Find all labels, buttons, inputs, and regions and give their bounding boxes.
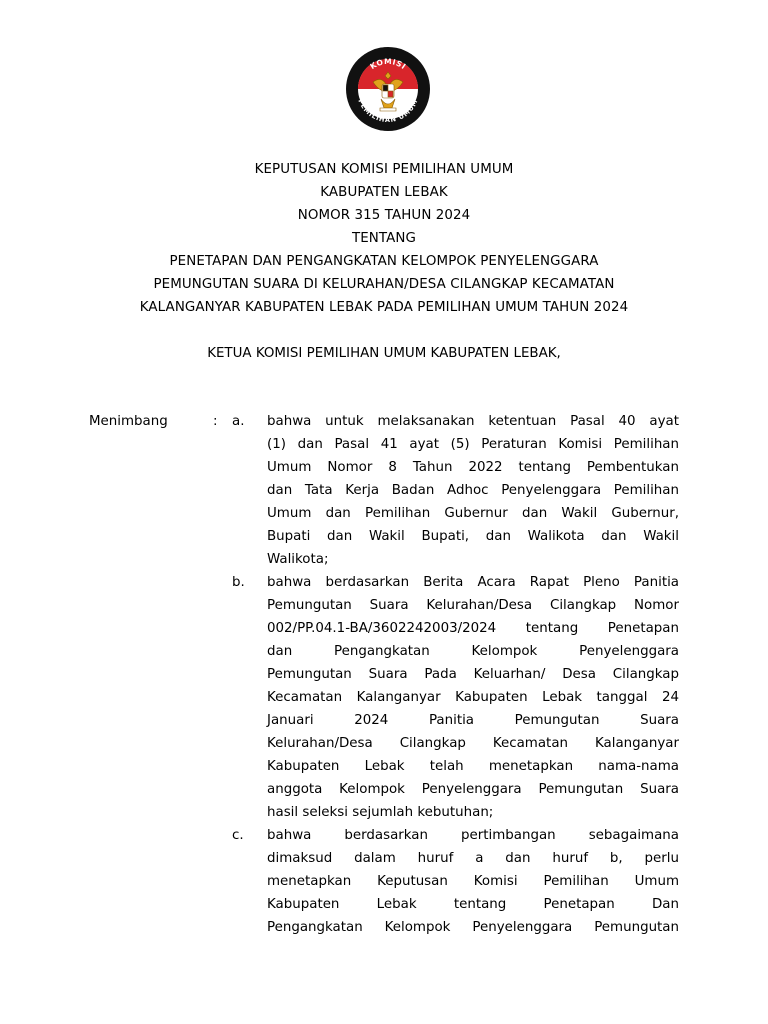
paragraph-line: Pemungutan Suara Kelurahan/Desa Cilangkap Nomor <box>267 598 679 613</box>
title-line-3: KALANGANYAR KABUPATEN LEBAK PADA PEMILIHAN UMUM TAHUN 2024 <box>139 300 629 315</box>
paragraph-line: Umum dan Pemilihan Gubernur dan Wakil Gubernur, <box>267 506 679 521</box>
item-a-marker: a. <box>232 414 245 429</box>
item-c-marker: c. <box>232 828 244 843</box>
logo-bottom-text: PEMILIHAN UMUM <box>356 97 420 125</box>
item-a-paragraph <box>267 410 679 571</box>
heading-line-2: KABUPATEN LEBAK <box>320 185 448 200</box>
paragraph-line: Walikota; <box>267 552 329 567</box>
paragraph-line: bahwa berdasarkan Berita Acara Rapat Pleno Panitia <box>267 575 679 590</box>
paragraph-line: Kabupaten Lebak telah menetapkan nama-nama <box>267 759 679 774</box>
document-title <box>0 250 768 319</box>
title-line-1: PENETAPAN DAN PENGANGKATAN KELOMPOK PENYELENGGARA <box>169 254 599 269</box>
paragraph-line: dan Pengangkatan Kelompok Penyelenggara <box>267 644 679 659</box>
item-c-paragraph <box>267 824 679 939</box>
menimbang-label: Menimbang <box>89 414 168 429</box>
paragraph-line: dan Tata Kerja Badan Adhoc Penyelenggara Pemilihan <box>267 483 679 498</box>
item-b-marker: b. <box>232 575 245 590</box>
paragraph-line: Kabupaten Lebak tentang Penetapan Dan <box>267 897 679 912</box>
paragraph-line: hasil seleksi sejumlah kebutuhan; <box>267 805 494 820</box>
title-line-2: PEMUNGUTAN SUARA DI KELURAHAN/DESA CILANGKAP KECAMATAN <box>153 277 615 292</box>
paragraph-line: Bupati dan Wakil Bupati, dan Walikota dan Wakil <box>267 529 679 544</box>
paragraph-line: menetapkan Keputusan Komisi Pemilihan Umum <box>267 874 679 889</box>
paragraph-line: bahwa berdasarkan pertimbangan sebagaimana <box>267 828 679 843</box>
ketua-line: KETUA KOMISI PEMILIHAN UMUM KABUPATEN LEBAK, <box>207 346 561 361</box>
document-heading <box>0 158 768 250</box>
paragraph-line: anggota Kelompok Penyelenggara Pemungutan Suara <box>267 782 679 797</box>
logo-top-text: KOMISI <box>368 56 408 72</box>
paragraph-line: Umum Nomor 8 Tahun 2022 tentang Pembentukan <box>267 460 679 475</box>
kpu-logo <box>345 46 431 132</box>
paragraph-line: Januari 2024 Panitia Pemungutan Suara <box>267 713 679 728</box>
paragraph-line: Kelurahan/Desa Cilangkap Kecamatan Kalanganyar <box>267 736 679 751</box>
paragraph-line: dimaksud dalam huruf a dan huruf b, perlu <box>267 851 679 866</box>
paragraph-line: Kecamatan Kalanganyar Kabupaten Lebak tanggal 24 <box>267 690 679 705</box>
heading-line-4: TENTANG <box>351 231 417 246</box>
paragraph-line: Pemungutan Suara Pada Keluarhan/ Desa Cilangkap <box>267 667 679 682</box>
heading-line-1: KEPUTUSAN KOMISI PEMILIHAN UMUM <box>254 162 514 177</box>
heading-line-3: NOMOR 315 TAHUN 2024 <box>297 208 471 223</box>
paragraph-line: Pengangkatan Kelompok Penyelenggara Pemungutan <box>267 920 679 935</box>
paragraph-line: bahwa untuk melaksanakan ketentuan Pasal 40 ayat <box>267 414 679 429</box>
paragraph-line: (1) dan Pasal 41 ayat (5) Peraturan Komisi Pemilihan <box>267 437 679 452</box>
menimbang-colon: : <box>213 414 218 429</box>
item-b-paragraph <box>267 571 679 824</box>
paragraph-line: 002/PP.04.1-BA/3602242003/2024 tentang Penetapan <box>267 621 679 636</box>
